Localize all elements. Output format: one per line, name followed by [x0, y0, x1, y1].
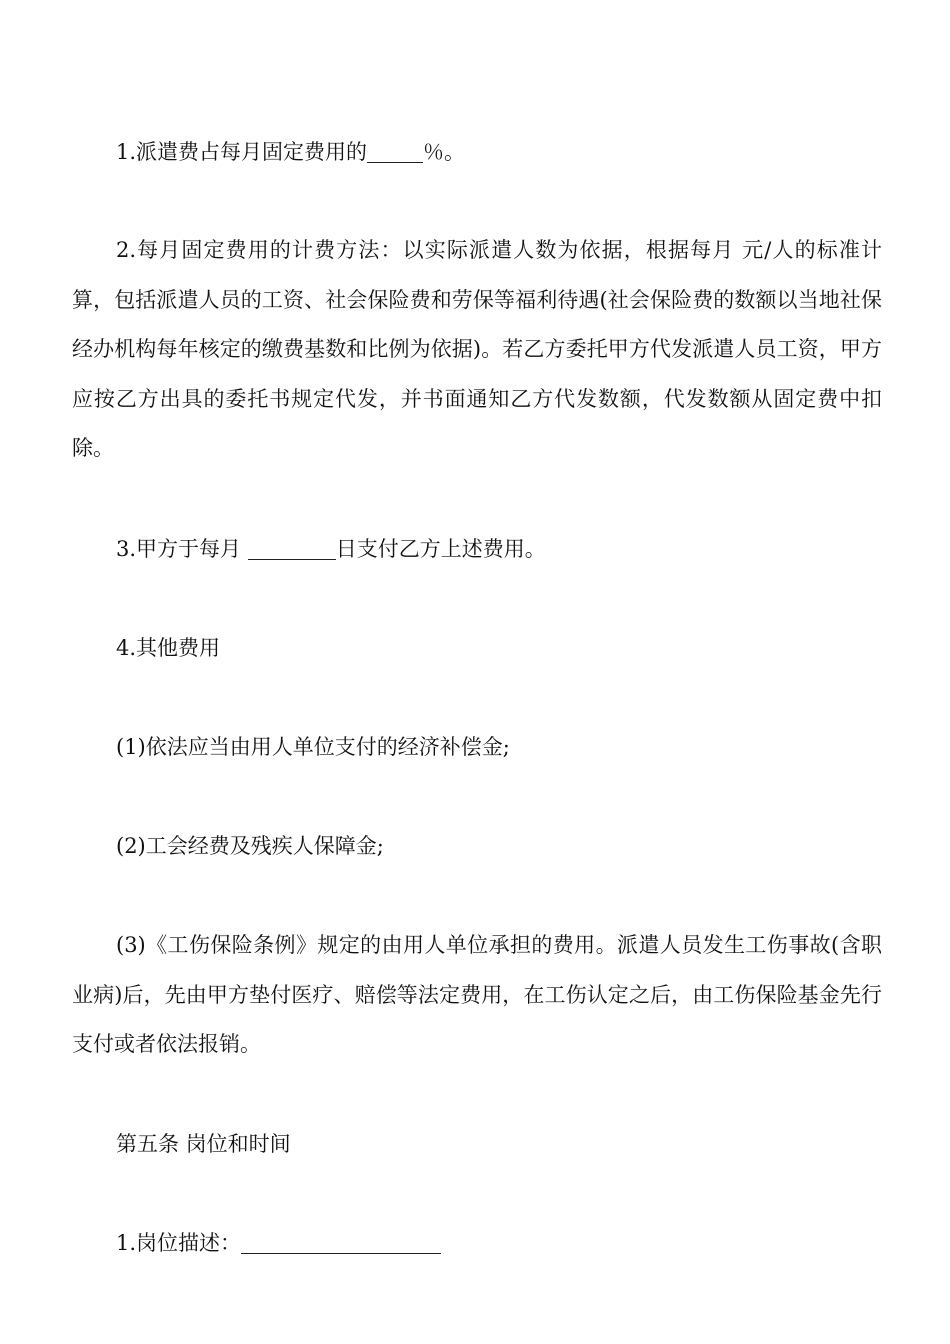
paragraph-item-2: (2)工会经费及残疾人保障金;	[116, 834, 384, 858]
paragraph-item-3: (3)《工伤保险条例》规定的由用人单位承担的费用。派遣人员发生工伤事故(含职业病)后，先由甲方垫付医疗、赔偿等法定费用，在工伤认定之后，由工伤保险基金先行支付或者依法报销。	[72, 933, 882, 1056]
text: 3.甲方于每月	[116, 537, 248, 561]
paragraph-fee-calculation: 2.每月固定费用的计费方法：以实际派遣人数为依据，根据每月 元/人的标准计算，包括派遣人员的工资、社会保险费和劳保等福利待遇(社会保险费的数额以当地社保经办机构每年核定的缴费基数和比例为依据)。若乙方委托甲方代发派遣人员工资，甲方应按乙方出具的委托书规定代发，并书面通知乙方代发数额，代发数额从固定费中扣除。	[72, 238, 882, 460]
text: 1.派遣费占每月固定费用的	[116, 140, 368, 164]
blank-line	[248, 538, 336, 560]
paragraph-other-fees: 4.其他费用	[116, 636, 221, 660]
paragraph-dispatch-fee-ratio	[72, 128, 882, 178]
section-heading-article-5: 第五条 岗位和时间	[116, 1132, 291, 1156]
blank-line	[367, 141, 423, 163]
text: ％。	[423, 140, 466, 164]
text: 1.岗位描述：	[116, 1231, 242, 1255]
paragraph-payment-date	[72, 525, 882, 575]
blank-line	[241, 1232, 441, 1254]
paragraph-item-1: (1)依法应当由用人单位支付的经济补偿金;	[116, 735, 510, 759]
paragraph-job-description	[72, 1219, 882, 1269]
text: 日支付乙方上述费用。	[335, 537, 546, 561]
